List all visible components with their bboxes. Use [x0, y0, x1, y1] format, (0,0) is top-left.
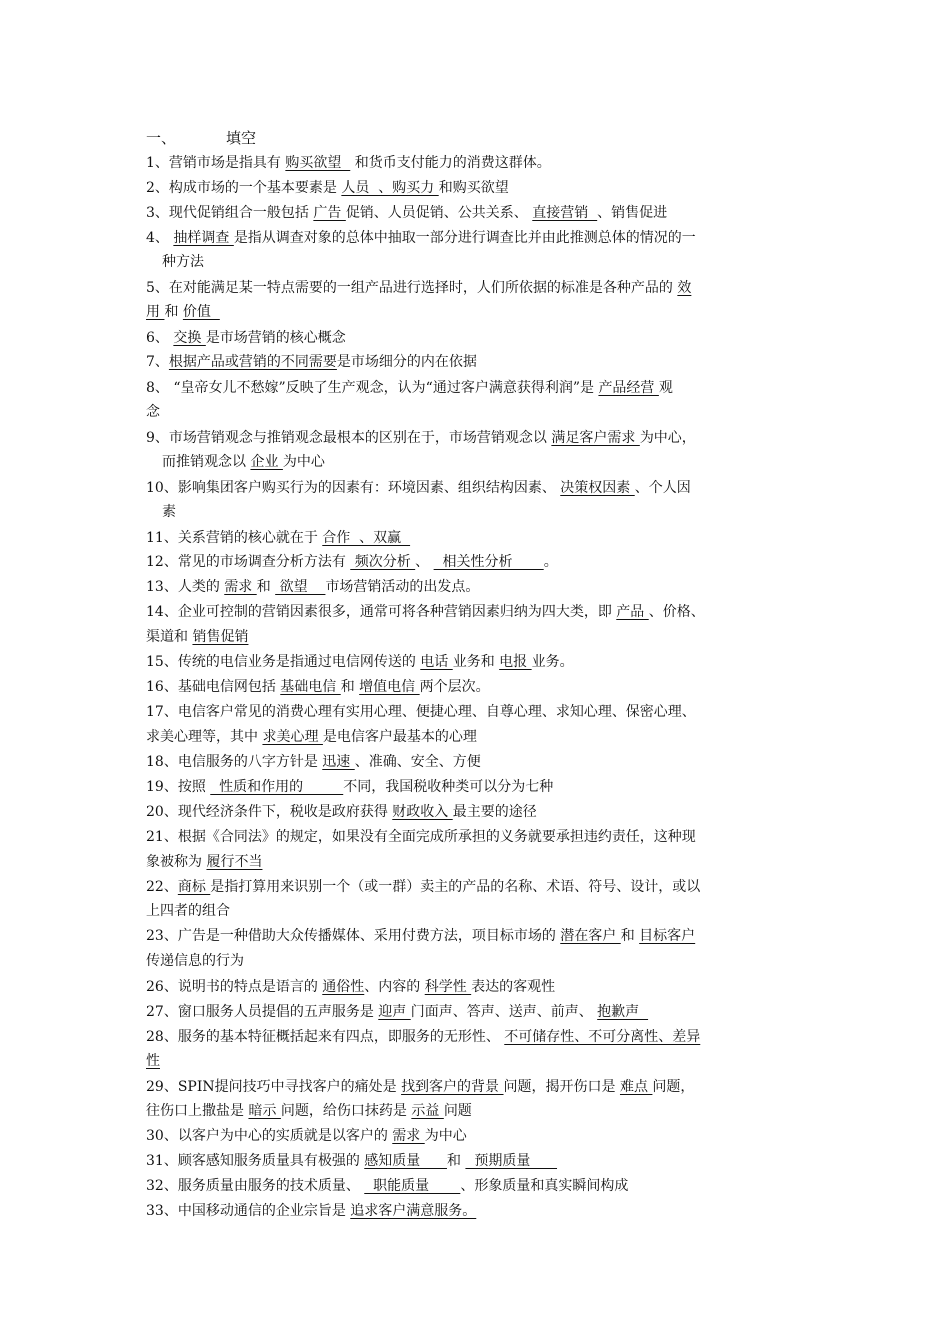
- question-text: 念: [146, 404, 160, 420]
- question-text: 、销售促进: [597, 205, 668, 221]
- question-text: 而推销观念以: [162, 454, 251, 470]
- question-text: 、内容的: [364, 979, 425, 995]
- answer-blank: 难点: [619, 1079, 653, 1095]
- answer-blank: 目标客户: [639, 928, 696, 944]
- answer-blank: 示益: [411, 1103, 444, 1119]
- question-text: 和: [446, 1153, 466, 1169]
- question-text: 门面声、答声、送声、前声、: [410, 1004, 598, 1020]
- question-line: [146, 328, 346, 348]
- question-text: 、价格、: [648, 604, 705, 620]
- question-line: [146, 901, 230, 921]
- question-line: [146, 727, 477, 747]
- question-line: [146, 1176, 628, 1196]
- answer-blank: 感知质量: [364, 1153, 447, 1169]
- question-text: 19、按照: [146, 779, 211, 795]
- question-line: [146, 278, 691, 298]
- answer-blank: 相关性分析: [433, 554, 544, 570]
- answer-blank: 职能质量: [364, 1178, 461, 1194]
- question-text: 23、广告是一种借助大众传播媒体、采用付费方法，项目标市场的: [146, 928, 561, 944]
- question-text: 业务和: [452, 654, 500, 670]
- answer-blank: 企业: [250, 454, 283, 470]
- question-text: 为中心: [282, 454, 325, 470]
- question-line: [146, 877, 700, 897]
- answer-blank: 通俗性: [322, 979, 365, 995]
- question-text: 28、服务的基本特征概括起来有四点，即服务的无形性、: [146, 1029, 505, 1045]
- answer-blank: 性质和作用的: [210, 779, 344, 795]
- question-text: 是市场营销的核心概念: [205, 330, 346, 346]
- question-text: 11、关系营销的核心就在于: [146, 530, 323, 546]
- question-text: 22、: [146, 879, 178, 895]
- question-text: 业务。: [531, 654, 574, 670]
- answer-blank: 性: [146, 1053, 160, 1069]
- answer-blank: 根据产品或营销的不同需要: [168, 354, 337, 370]
- question-text: 9、市场营销观念与推销观念最根本的区别在于，市场营销观念以: [146, 430, 552, 446]
- question-line: [146, 528, 410, 548]
- question-text: 、个人因: [634, 480, 691, 496]
- question-line: [146, 827, 696, 847]
- question-line: [146, 677, 490, 697]
- question-line: [162, 502, 176, 522]
- question-text: 表达的客观性: [471, 979, 556, 995]
- question-line: [146, 926, 695, 946]
- answer-blank: 追求客户满意服务。: [350, 1203, 477, 1219]
- question-text: 是电信客户最基本的心理: [322, 729, 477, 745]
- question-text: 求美心理等，其中: [146, 729, 263, 745]
- question-text: 和: [256, 579, 276, 595]
- question-text: 渠道和: [146, 629, 193, 645]
- answer-blank: 迎声: [378, 1004, 411, 1020]
- question-text: 12、常见的市场调查分析方法有: [146, 554, 351, 570]
- answer-blank: 直接营销: [532, 205, 598, 221]
- question-text: 29、SPIN提问技巧中寻找客户的痛处是: [146, 1079, 402, 1095]
- question-text: 问题，揭开伤口是: [503, 1079, 620, 1095]
- answer-blank: 销售促销: [192, 629, 249, 645]
- question-line: [146, 777, 553, 797]
- question-line: [146, 302, 220, 322]
- question-text: 两个层次。: [419, 679, 490, 695]
- answer-blank: 满足客户需求: [551, 430, 640, 446]
- question-text: 问题，给伤口抹药是: [280, 1103, 412, 1119]
- question-text: 18、电信服务的八字方针是: [146, 754, 323, 770]
- question-text: 种方法: [162, 254, 204, 270]
- question-text: 15、传统的电信业务是指通过电信网传送的: [146, 654, 421, 670]
- question-line: [146, 178, 509, 198]
- question-text: 是指从调查对象的总体中抽取一部分进行调查比并由此推测总体的情况的一: [233, 230, 696, 246]
- answer-blank: 迅速: [322, 754, 355, 770]
- answer-blank: 抽样调查: [173, 230, 234, 246]
- answer-blank: 交换: [173, 330, 206, 346]
- question-text: 为中心: [424, 1128, 467, 1144]
- section-heading: [146, 127, 256, 148]
- answer-blank: 找到客户的背景: [401, 1079, 504, 1095]
- question-text: 7、: [146, 354, 169, 370]
- question-text: 和货币支付能力的消费这群体。: [350, 155, 551, 171]
- question-line: [146, 951, 244, 971]
- answer-blank: 价值: [182, 304, 220, 320]
- answer-blank: 潜在客户: [560, 928, 621, 944]
- question-text: 32、服务质量由服务的技术质量、: [146, 1178, 365, 1194]
- question-line: [146, 702, 696, 722]
- question-line: [146, 977, 555, 997]
- question-text: 问题，: [652, 1079, 695, 1095]
- question-text: 17、电信客户常见的消费心理有实用心理、便捷心理、自尊心理、求知心理、保密心理、: [146, 704, 696, 720]
- question-text: 21、根据《合同法》的规定，如果没有全面完成所承担的义务就要承担违约责任，这种现: [146, 829, 696, 845]
- question-text: 往伤口上撒盐是: [146, 1103, 249, 1119]
- question-line: [146, 752, 481, 772]
- question-line: [146, 378, 673, 398]
- answer-blank: 购买欲望: [285, 155, 351, 171]
- question-line: [162, 452, 325, 472]
- answer-blank: 不可储存性、不可分离性、差异: [504, 1029, 701, 1045]
- question-line: [146, 652, 574, 672]
- answer-blank: 产品经营: [598, 380, 659, 396]
- answer-blank: 履行不当: [206, 854, 263, 870]
- question-line: [146, 627, 248, 647]
- answer-blank: 电报: [499, 654, 532, 670]
- question-text: 20、现代经济条件下，税收是政府获得: [146, 804, 393, 820]
- question-text: 促销、人员促销、公共关系、: [345, 205, 533, 221]
- answer-blank: 用: [146, 304, 165, 320]
- answer-blank: 预期质量: [465, 1153, 558, 1169]
- question-text: 问题: [443, 1103, 472, 1119]
- answer-blank: 暗示: [248, 1103, 281, 1119]
- question-text: 和: [340, 679, 360, 695]
- answer-blank: 欲望: [275, 579, 326, 595]
- question-line: [146, 577, 479, 597]
- answer-blank: 频次分析: [350, 554, 416, 570]
- answer-blank: 决策权因素: [560, 480, 635, 496]
- question-text: 。: [543, 554, 558, 570]
- answer-blank: 基础电信: [280, 679, 341, 695]
- question-line: [146, 1077, 694, 1097]
- question-text: 和: [620, 928, 640, 944]
- question-text: 2、构成市场的一个基本要素是: [146, 180, 342, 196]
- question-line: [146, 552, 558, 572]
- answer-blank: 广告: [313, 205, 346, 221]
- question-text: 观: [658, 380, 673, 396]
- question-text: 3、现代促销组合一般包括: [146, 205, 314, 221]
- answer-blank: 抱歉声: [597, 1004, 649, 1020]
- answer-blank: 商标: [177, 879, 211, 895]
- question-text: 市场营销活动的出发点。: [325, 579, 480, 595]
- question-text: 和购买欲望: [438, 180, 509, 196]
- question-line: [146, 352, 477, 372]
- question-text: 象被称为: [146, 854, 207, 870]
- question-line: [146, 402, 160, 422]
- question-text: 26、说明书的特点是语言的: [146, 979, 323, 995]
- answer-blank: 需求: [224, 579, 257, 595]
- answer-blank: 需求: [392, 1128, 425, 1144]
- answer-blank: 人员 、购买力: [341, 180, 439, 196]
- section-number: 一、: [146, 129, 177, 147]
- answer-blank: 效: [677, 280, 692, 296]
- question-text: 1、营销市场是指具有: [146, 155, 286, 171]
- question-text: 31、顾客感知服务质量具有极强的: [146, 1153, 365, 1169]
- question-line: [146, 1027, 700, 1047]
- question-text: 、形象质量和真实瞬间构成: [460, 1178, 629, 1194]
- answer-blank: 产品: [616, 604, 649, 620]
- question-text: 27、窗口服务人员提倡的五声服务是: [146, 1004, 379, 1020]
- question-line: [146, 852, 262, 872]
- question-line: [146, 1101, 472, 1121]
- answer-blank: 求美心理: [262, 729, 323, 745]
- question-text: 4、: [146, 230, 174, 246]
- question-text: 传递信息的行为: [146, 953, 244, 969]
- question-line: [146, 1151, 557, 1171]
- question-text: 素: [162, 504, 176, 520]
- question-text: 是指打算用来识别一个（或一群）卖主的产品的名称、术语、符号、设计，或以: [210, 879, 701, 895]
- question-line: [146, 228, 696, 248]
- question-text: 14、企业可控制的营销因素很多，通常可将各种营销因素归纳为四大类，即: [146, 604, 617, 620]
- question-line: [146, 153, 551, 173]
- question-text: 10、影响集团客户购买行为的因素有：环境因素、组织结构因素、: [146, 480, 561, 496]
- question-line: [146, 203, 667, 223]
- question-text: 和: [164, 304, 183, 320]
- question-text: 16、基础电信网包括: [146, 679, 281, 695]
- question-text: 6、: [146, 330, 174, 346]
- question-text: 最主要的途径: [452, 804, 537, 820]
- question-text: 8、 “皇帝女儿不愁嫁”反映了生产观念，认为“通过客户满意获得利润”是: [146, 380, 599, 396]
- question-text: 30、以客户为中心的实质就是以客户的: [146, 1128, 393, 1144]
- question-line: [146, 1002, 648, 1022]
- question-line: [146, 602, 705, 622]
- question-text: 为中心，: [639, 430, 696, 446]
- question-text: 、: [415, 554, 434, 570]
- question-text: 是市场细分的内在依据: [336, 354, 477, 370]
- answer-blank: 电话: [420, 654, 453, 670]
- question-text: 不同，我国税收种类可以分为七种: [343, 779, 554, 795]
- question-line: [146, 1126, 467, 1146]
- section-title: 填空: [226, 129, 257, 147]
- answer-blank: 合作 、双赢: [322, 530, 411, 546]
- question-text: 、准确、安全、方便: [354, 754, 481, 770]
- answer-blank: 财政收入: [392, 804, 453, 820]
- question-line: [146, 1201, 476, 1221]
- question-text: 上四者的组合: [146, 903, 230, 919]
- question-text: 13、人类的: [146, 579, 225, 595]
- question-line: [146, 802, 537, 822]
- answer-blank: 科学性: [424, 979, 472, 995]
- question-line: [146, 1051, 160, 1071]
- question-text: 33、中国移动通信的企业宗旨是: [146, 1203, 351, 1219]
- answer-blank: 增值电信: [359, 679, 420, 695]
- question-line: [162, 252, 204, 272]
- question-line: [146, 478, 691, 498]
- question-text: 5、在对能满足某一特点需要的一组产品进行选择时，人们所依据的标准是各种产品的: [146, 280, 678, 296]
- question-line: [146, 428, 696, 448]
